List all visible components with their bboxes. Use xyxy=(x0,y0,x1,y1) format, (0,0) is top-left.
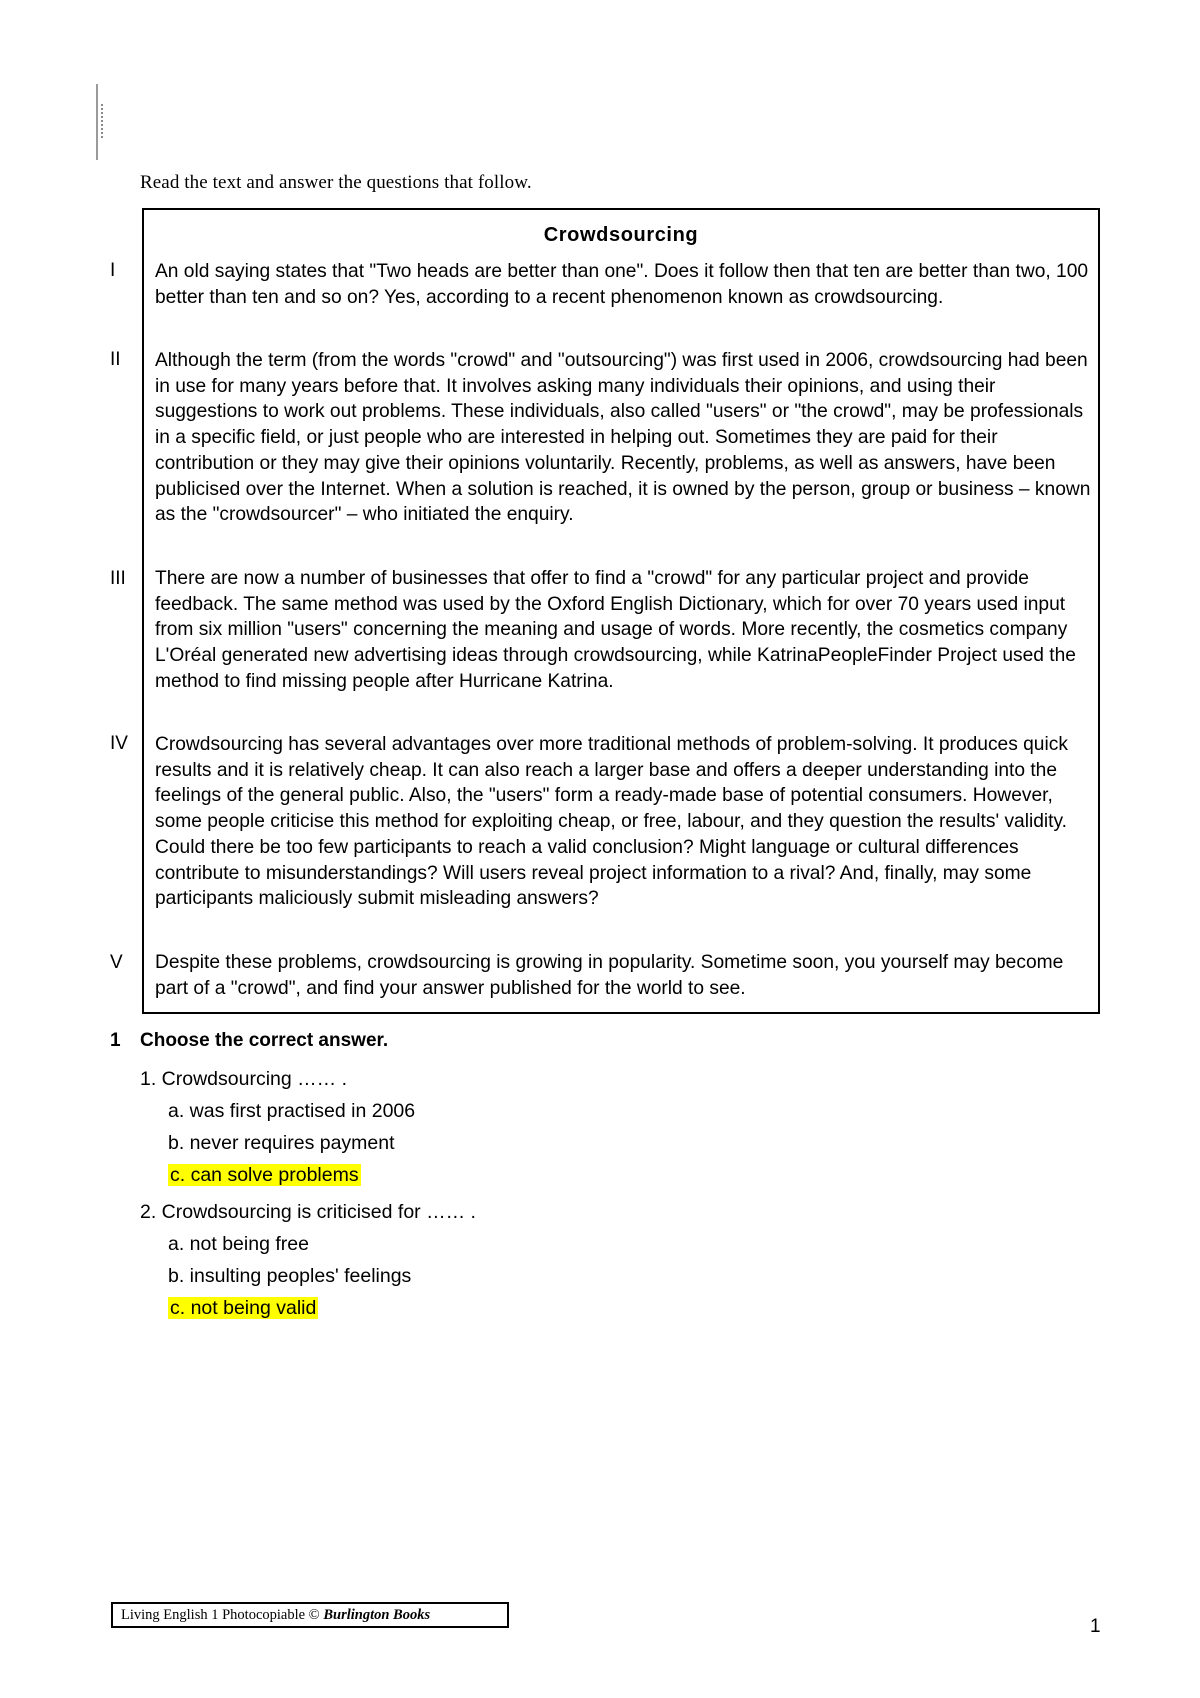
exercise-number: 1 xyxy=(110,1030,121,1051)
answer-option-label: c. not being valid xyxy=(170,1297,317,1319)
publisher-brand: Burlington Books xyxy=(323,1607,431,1623)
answer-option-label: c. can solve problems xyxy=(170,1164,359,1186)
exercise-title: Choose the correct answer. xyxy=(140,1030,389,1051)
paragraph-text: Despite these problems, crowdsourcing is growing in popularity. Sometime soon, you yourself may become part of a "crowd", and find your answer published for the world to see. xyxy=(155,952,1064,999)
answer-option-selected[interactable] xyxy=(168,1164,361,1187)
paragraph-marker: V xyxy=(110,952,123,973)
answer-option[interactable] xyxy=(168,1265,411,1288)
paragraph-marker: IV xyxy=(110,733,128,754)
question-stem: 2. Crowdsourcing is criticised for …… . xyxy=(140,1201,476,1223)
answer-option-label: a. was first practised in 2006 xyxy=(168,1100,416,1122)
answer-option-label: b. never requires payment xyxy=(168,1132,395,1154)
page-number: 1 xyxy=(1090,1616,1101,1637)
paragraph-marker: I xyxy=(110,260,116,281)
answer-option-label: a. not being free xyxy=(168,1233,309,1255)
footer-text: Living English 1 Photocopiable © xyxy=(121,1607,324,1623)
answer-option-label: b. insulting peoples' feelings xyxy=(168,1265,412,1287)
answer-option[interactable] xyxy=(168,1132,395,1155)
paragraph-marker: III xyxy=(110,568,126,589)
question-stem: 1. Crowdsourcing …… . xyxy=(140,1068,347,1090)
paragraph-marker: II xyxy=(110,349,121,370)
paragraph-text: An old saying states that "Two heads are better than one". Does it follow then that ten are better than two, 100 better than ten and so on? Yes, according to a recent phenomenon known as crowdsourcing. xyxy=(155,261,1089,308)
paragraph-text: Although the term (from the words "crowd" and "outsourcing") was first used in 2006, crowdsourcing had been in use for many years before that. It involves asking many individuals their opinions, and using their suggestions to work out problems. These individuals, also called "users" or "the crowd", may be professionals in a specific field, or just people who are interested in helping out. Sometimes they are paid for their contribution or they may give their opinions voluntarily. Recently, problems, as well as answers, have been publicised over the Internet. When a solution is reached, it is owned by the person, group or business – known as the "crowdsourcer" – who initiated the enquiry. xyxy=(155,350,1091,526)
margin-rule xyxy=(96,84,98,160)
answer-option-selected[interactable] xyxy=(168,1297,318,1320)
copyright-footer xyxy=(111,1602,509,1628)
reading-title: Crowdsourcing xyxy=(543,224,699,246)
answer-option[interactable] xyxy=(168,1100,415,1123)
paragraph-text: There are now a number of businesses that offer to find a "crowd" for any particular project and provide feedback. The same method was used by the Oxford English Dictionary, which for over 70 years used input from six million "users" concerning the meaning and usage of words. More recently, the cosmetics company L'Oréal generated new advertising ideas through crowdsourcing, while KatrinaPeopleFinder Project used the method to find missing people after Hurricane Katrina. xyxy=(155,568,1076,692)
paragraph-text: Crowdsourcing has several advantages over more traditional methods of problem-solving. It produces quick results and it is relatively cheap. It can also reach a larger base and offers a deeper understanding into the feelings of the general public. Also, the "users" form a ready-made base of potential consumers. However, some people criticise this method for exploiting cheap, or free, labour, and they question the results' validity. Could there be too few participants to reach a valid conclusion? Might language or cultural differences contribute to misunderstandings? Will users reveal project information to a rival? And, finally, may some participants maliciously submit misleading answers? xyxy=(155,734,1068,910)
instruction-text: Read the text and answer the questions that follow. xyxy=(140,172,532,193)
answer-option[interactable] xyxy=(168,1233,309,1256)
margin-dots xyxy=(101,104,105,138)
